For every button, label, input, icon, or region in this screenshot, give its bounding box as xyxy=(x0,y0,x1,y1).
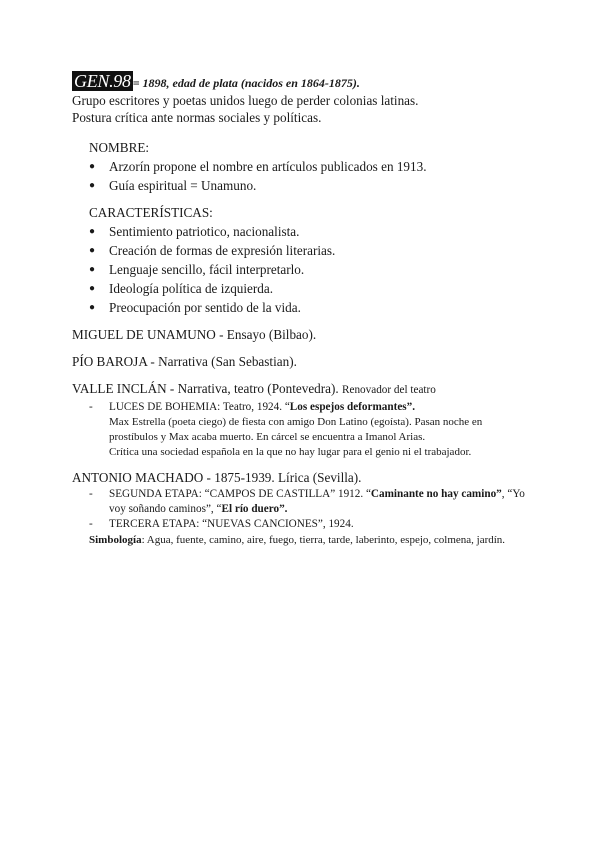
title-subtitle: = 1898, edad de plata (nacidos en 1864-1875). xyxy=(132,76,360,90)
valle-work-bold: Los espejos deformantes”. xyxy=(289,401,416,413)
valle-heading: VALLE INCLÁN - Narrativa, teatro (Pontevedra). xyxy=(72,381,339,396)
valle-desc-1: Max Estrella (poeta ciego) de fiesta con amigo Don Latino (egoísta). Pasan noche en prostíbulos y Max acaba muerto. En cárcel se encuentra a Imanol Arias. xyxy=(109,416,483,443)
list-item xyxy=(89,400,532,460)
list-item: ● Sentimiento patriotico, nacionalista. xyxy=(89,222,532,241)
author-valle xyxy=(72,379,532,400)
etapa2-mid: , “Yo voy soñando caminos”, “ xyxy=(109,488,525,515)
nombre-heading: NOMBRE: xyxy=(89,140,150,155)
list-item: - TERCERA ETAPA: “NUEVAS CANCIONES”, 1924. xyxy=(89,517,532,532)
document-page xyxy=(72,72,532,548)
title-line xyxy=(72,72,532,92)
intro-line-2: Postura crítica ante normas sociales y políticas. xyxy=(72,110,322,125)
nombre-list xyxy=(72,157,532,195)
list-item: ● Ideología política de izquierda. xyxy=(89,279,532,298)
valle-note: Renovador del teatro xyxy=(342,384,436,396)
caracteristicas-heading: CARACTERÍSTICAS: xyxy=(89,205,213,220)
etapa2-bold-1: Caminante no hay camino” xyxy=(370,488,502,500)
intro-line-1: Grupo escritores y poetas unidos luego de perder colonias latinas. xyxy=(72,93,419,108)
machado-works xyxy=(72,487,532,532)
simbologia-text: : Agua, fuente, camino, aire, fuego, tierra, tarde, laberinto, espejo, colmena, jardín. xyxy=(141,534,506,546)
etapa2-bold-2: El río duero”. xyxy=(221,503,288,515)
caracteristicas-list xyxy=(72,222,532,317)
simbologia xyxy=(72,532,532,548)
author-machado: ANTONIO MACHADO - 1875-1939. Lírica (Sevilla). xyxy=(72,470,362,485)
gen-label: GEN.98 xyxy=(74,71,131,91)
list-item: ● Creación de formas de expresión literarias. xyxy=(89,241,532,260)
list-item: ● Guía espiritual = Unamuno. xyxy=(89,176,532,195)
simbologia-label: Simbología xyxy=(89,534,142,546)
list-item: ● Lenguaje sencillo, fácil interpretarlo. xyxy=(89,260,532,279)
valle-desc-2: Crítica una sociedad española en la que no hay lugar para el genio ni el trabajador. xyxy=(109,446,472,458)
valle-works xyxy=(72,400,532,460)
author-unamuno: MIGUEL DE UNAMUNO - Ensayo (Bilbao). xyxy=(72,327,317,342)
valle-work-intro: LUCES DE BOHEMIA: Teatro, 1924. “ xyxy=(109,401,290,413)
etapa2-pre: SEGUNDA ETAPA: “CAMPOS DE CASTILLA” 1912. “ xyxy=(109,488,371,500)
list-item xyxy=(89,487,532,517)
list-item: ● Preocupación por sentido de la vida. xyxy=(89,298,532,317)
list-item: ● Arzorín propone el nombre en artículos publicados en 1913. xyxy=(89,157,532,176)
author-baroja: PÍO BAROJA - Narrativa (San Sebastian). xyxy=(72,354,297,369)
